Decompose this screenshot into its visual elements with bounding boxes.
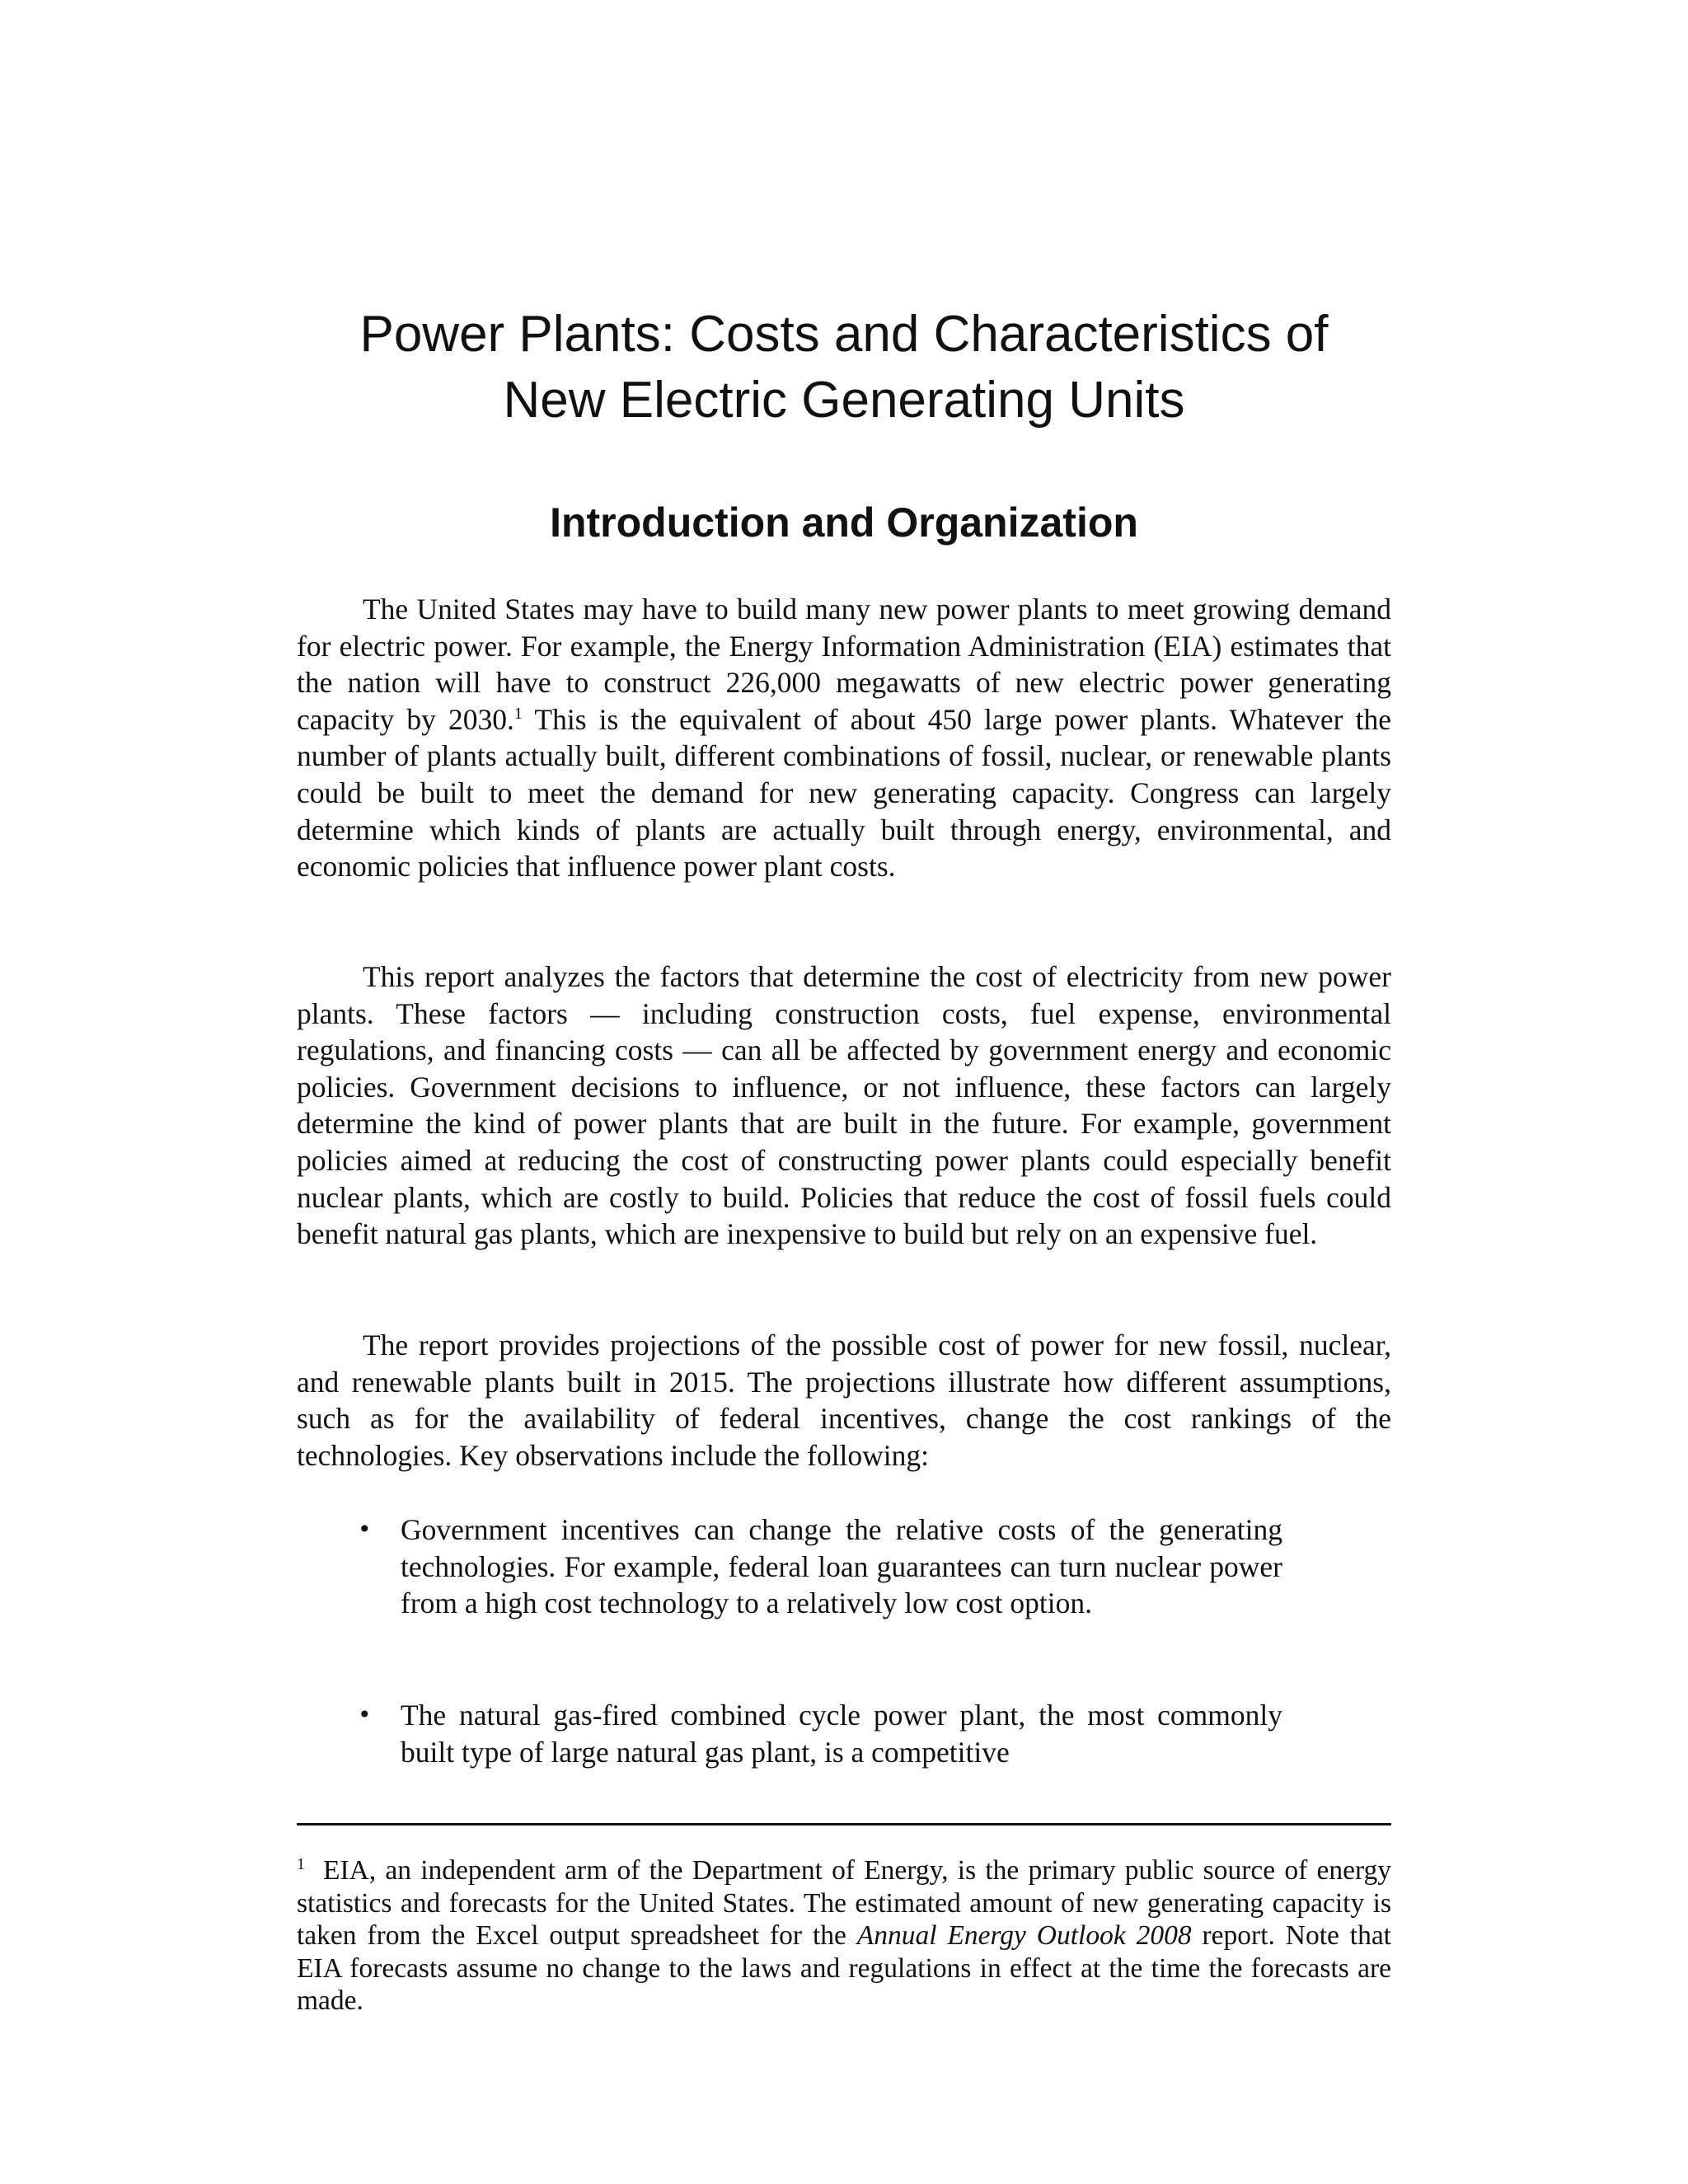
title-line-1: Power Plants: Costs and Characteristics of <box>359 306 1329 363</box>
title-line-2: New Electric Generating Units <box>503 372 1185 429</box>
bullet-icon: • <box>358 1701 372 1728</box>
list-item-text: The natural gas-fired combined cycle power plant, the most commonly built type of large natural gas plant, is a competitive <box>401 1699 1282 1769</box>
bullet-icon: • <box>358 1516 372 1543</box>
document-page <box>297 0 1391 2184</box>
paragraph-intro-continuation: This is the equivalent of about 450 large power plants. Whatever the number of plants actually built, different combinations of fossil, nuclear, or renewable plants could be built to meet the demand for new generating capacity. Congress can largely determine which kinds of plants are actually built through energy, environmental, and economic policies that influence power plant costs. <box>297 702 1391 883</box>
paragraph-projections: The report provides projections of the possible cost of power for new fossil, nuclear, and renewable plants built in 2015. The projections illustrate how different assumptions, such as for the availability of federal incentives, change the cost rankings of the technologies. Key observations include the following: <box>297 1329 1391 1472</box>
list-item <box>358 1511 1282 1622</box>
footnote-divider <box>297 1823 1391 1825</box>
footnote-marker: 1 <box>297 1854 305 1873</box>
paragraph-factors: This report analyzes the factors that determine the cost of electricity from new power plants. These factors — including construction costs, fuel expense, environmental regulations, and financing costs — can all be affected by government energy and economic policies. Government decisions to influence, or not influence, these factors can largely determine the kind of power plants that are built in the future. For example, government policies aimed at reducing the cost of constructing power plants could especially benefit nuclear plants, which are costly to build. Policies that reduce the cost of fossil fuels could benefit natural gas plants, which are inexpensive to build but rely on an expensive fuel. <box>297 960 1391 1251</box>
list-item-text: Government incentives can change the relative costs of the generating technologies. For example, federal loan guarantees can turn nuclear power from a high cost technology to a relatively low cost option. <box>401 1513 1282 1620</box>
section-heading: Introduction and Organization <box>550 499 1138 546</box>
footnote <box>297 1854 1391 2018</box>
footnote-text-end: report. Note that EIA forecasts assume no change to the laws and regulations in effect at the time the forecasts are made. <box>297 1920 1391 2016</box>
paragraph-intro <box>297 591 1391 885</box>
footnote-text: EIA, an independent arm of the Department of Energy, is the primary public source of energy statistics and forecasts for the United States. The estimated amount of new generating capacity is taken from the Excel output spreadsheet for the <box>297 1855 1391 1951</box>
footnote-reference: 1 <box>513 704 523 723</box>
document-title <box>297 302 1391 434</box>
list-item <box>358 1697 1282 1770</box>
footnote-italic-title: Annual Energy Outlook 2008 <box>856 1920 1192 1951</box>
paragraph-intro-text: The United States may have to build many new power plants to meet growing demand for electric power. For example, the Energy Information Administration (EIA) estimates that the nation will have to construct 226,000 megawatts of new electric power generating capacity by 2030. <box>297 593 1391 736</box>
